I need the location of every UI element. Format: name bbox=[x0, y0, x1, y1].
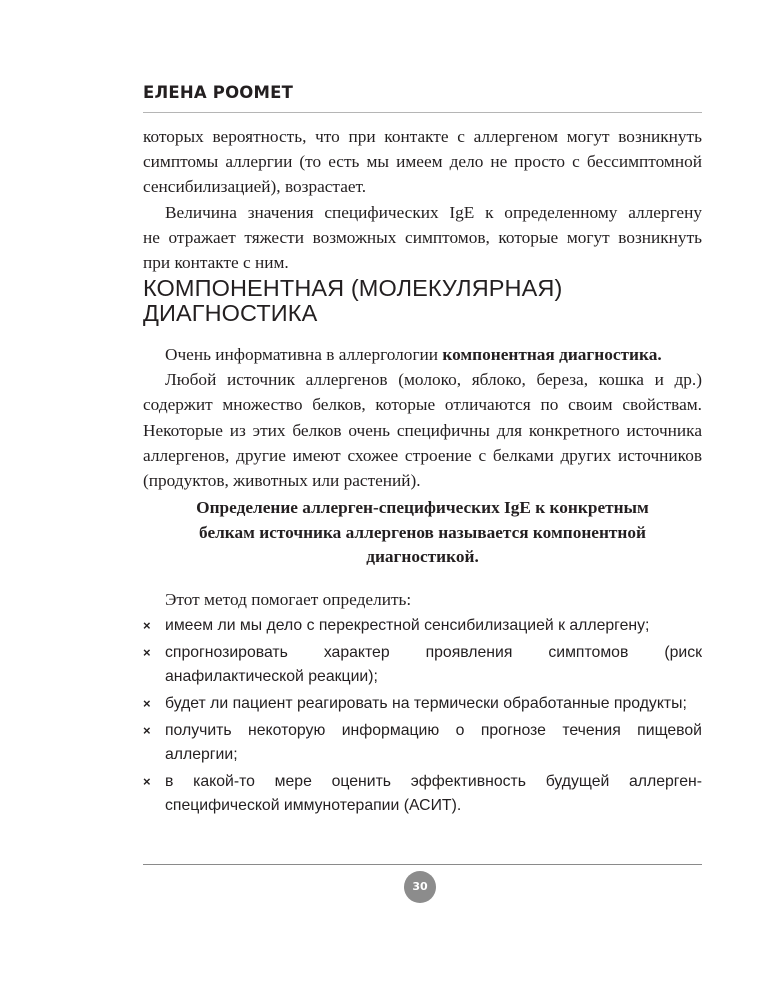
x-mark-icon: × bbox=[143, 645, 151, 660]
page-number: 30 bbox=[404, 871, 436, 903]
list-item bbox=[143, 692, 702, 716]
x-mark-icon: × bbox=[143, 723, 151, 738]
x-mark-icon: × bbox=[143, 618, 151, 633]
x-mark-icon: × bbox=[143, 696, 151, 711]
list-intro: Этот метод помогает определить: bbox=[165, 590, 412, 609]
list-item-text: спрогнозировать характер проявления симптомов (риск анафилактической реакции); bbox=[165, 644, 702, 685]
list-item-text: получить некоторую информацию о прогнозе течения пищевой аллергии; bbox=[165, 722, 702, 763]
section-heading bbox=[143, 276, 562, 326]
intro-paragraph bbox=[143, 124, 702, 275]
text-line: Любой источник аллергенов (молоко, яблоко, береза, кошка и др.) bbox=[165, 370, 702, 390]
list-item-text: в какой-то мере оценить эффективность будущей аллерген-специфической иммунотерапии (АСИТ). bbox=[165, 773, 702, 814]
text-line: (продуктов, животных или растений). bbox=[143, 471, 421, 491]
x-mark-icon: × bbox=[143, 774, 151, 789]
body-paragraphs bbox=[143, 342, 702, 493]
highlight-definition bbox=[143, 496, 702, 570]
text-line: сенсибилизацией), возрастает. bbox=[143, 177, 367, 197]
list-item bbox=[143, 641, 702, 689]
list-item bbox=[143, 719, 702, 767]
bullet-list bbox=[143, 614, 702, 821]
highlight-line: Определение аллерген-специфических IgE к конкретным bbox=[196, 498, 649, 517]
text-line: не отражает тяжести возможных симптомов, которые могут возникнуть bbox=[143, 227, 702, 247]
text-line: Величина значения специфических IgE к определенному аллергену bbox=[165, 202, 702, 222]
text-line: симптомы аллергии (то есть мы имеем дело не просто с бессимптомной bbox=[143, 152, 702, 172]
list-item-text: имеем ли мы дело с перекрестной сенсибилизацией к аллергену; bbox=[165, 617, 650, 634]
highlight-line: диагностикой. bbox=[366, 547, 479, 566]
heading-line: КОМПОНЕНТНАЯ (МОЛЕКУЛЯРНАЯ) bbox=[143, 275, 563, 301]
text-line: содержит множество белков, которые отличаются по своим свойствам. bbox=[143, 395, 702, 415]
para3-text: Очень информативна в аллергологии bbox=[165, 345, 443, 364]
text-line: аллергенов, другие имеют схожее строение с белками других источников bbox=[143, 445, 702, 465]
text-line: при контакте с ним. bbox=[143, 253, 289, 273]
running-header: ЕЛЕНА РООМЕТ bbox=[143, 83, 294, 102]
list-item bbox=[143, 770, 702, 818]
highlight-line: белкам источника аллергенов называется компонентной bbox=[199, 522, 646, 542]
list-item-text: будет ли пациент реагировать на термически обработанные продукты; bbox=[165, 695, 687, 712]
header-rule bbox=[143, 112, 702, 113]
list-item bbox=[143, 614, 702, 638]
text-line: которых вероятность, что при контакте с аллергеном могут возникнуть bbox=[143, 127, 702, 146]
heading-line: ДИАГНОСТИКА bbox=[143, 300, 318, 326]
footer-rule bbox=[143, 864, 702, 865]
text-line: Некоторые из этих белков очень специфичны для конкретного источника bbox=[143, 420, 702, 440]
para3-bold: компонентная диагностика. bbox=[442, 345, 662, 364]
text-line bbox=[143, 342, 702, 367]
